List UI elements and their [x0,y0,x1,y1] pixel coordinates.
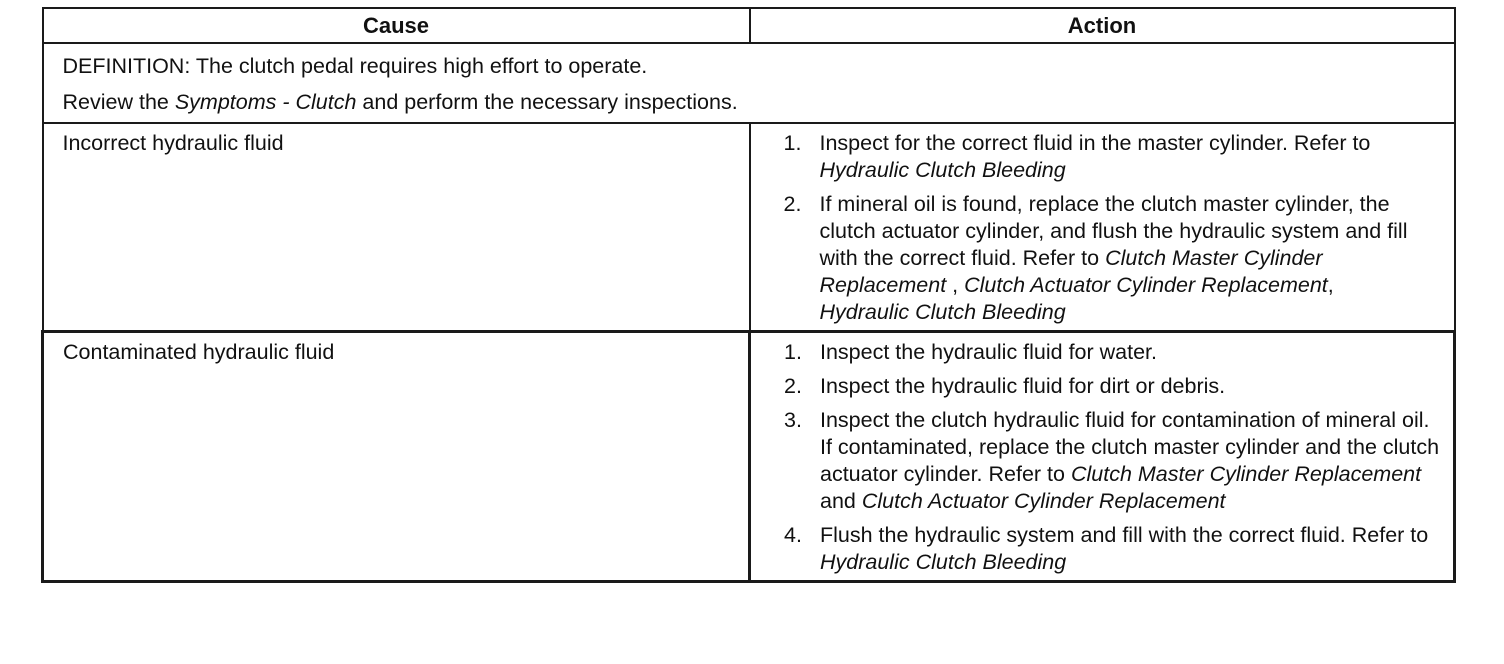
table-row [43,123,1455,332]
clutch-actuator-cylinder-replacement-link[interactable]: Clutch Actuator Cylinder Replacement [964,273,1328,297]
action-list [751,339,1443,576]
action-list [751,130,1444,326]
step-number: 4. [784,523,802,547]
cause-cell: Contaminated hydraulic fluid [43,332,750,582]
step-number: 2. [783,192,802,216]
action-step: 1. Inspect for the correct fluid in the master cylinder. Refer to Hydraulic Clutch Bleeding [783,131,1371,182]
clutch-master-cylinder-replacement-link[interactable]: Clutch Master Cylinder Replacement [819,246,1323,297]
hydraulic-clutch-bleeding-link[interactable]: Hydraulic Clutch Bleeding [819,158,1066,182]
table-row [43,332,1455,582]
cause-cell: Incorrect hydraulic fluid [43,123,750,332]
action-cell [750,332,1455,582]
action-cell [750,123,1455,332]
diagnostic-table [41,7,1456,583]
hydraulic-clutch-bleeding-link[interactable]: Hydraulic Clutch Bleeding [819,300,1066,324]
clutch-master-cylinder-replacement-link[interactable]: Clutch Master Cylinder Replacement [1070,462,1422,486]
header-row [43,8,1455,43]
symptoms-clutch-link[interactable]: Symptoms - Clutch [174,90,357,114]
clutch-actuator-cylinder-replacement-link[interactable]: Clutch Actuator Cylinder Replacement [861,489,1226,513]
hydraulic-clutch-bleeding-link[interactable]: Hydraulic Clutch Bleeding [820,550,1067,574]
step-number: 1. [783,131,802,155]
review-text: Review the Symptoms - Clutch and perform the necessary inspections. [62,90,738,114]
header-action: Action [750,8,1455,43]
action-step: 3. Inspect the clutch hydraulic fluid for contamination of mineral oil. If contaminated, replace the clutch master cylinder and the clutch actuator cylinder. Refer to Clutch Master Cylinder Replacement and Clutch Actuator Cylinder Replacement [784,408,1440,513]
action-step: 2. Inspect the hydraulic fluid for dirt or debris. [784,374,1226,398]
definition-row [43,43,1455,123]
action-step: 4. Flush the hydraulic system and fill with the correct fluid. Refer to Hydraulic Clutch Bleeding [784,523,1429,574]
header-cause: Cause [43,8,750,43]
definition-text: DEFINITION: The clutch pedal requires high effort to operate. [62,54,648,78]
action-step: 1. Inspect the hydraulic fluid for water. [784,340,1158,364]
action-step: 2. If mineral oil is found, replace the clutch master cylinder, the clutch actuator cylinder, and flush the hydraulic system and fill with the correct fluid. Refer to Clutch Master Cylinder Replacement , Clutch Actuator Cylinder Replacement, Hydraulic Clutch Bleeding [783,192,1408,324]
definition-cell [43,43,1455,123]
step-number: 3. [784,408,802,432]
step-number: 2. [784,374,802,398]
step-number: 1. [784,340,802,364]
